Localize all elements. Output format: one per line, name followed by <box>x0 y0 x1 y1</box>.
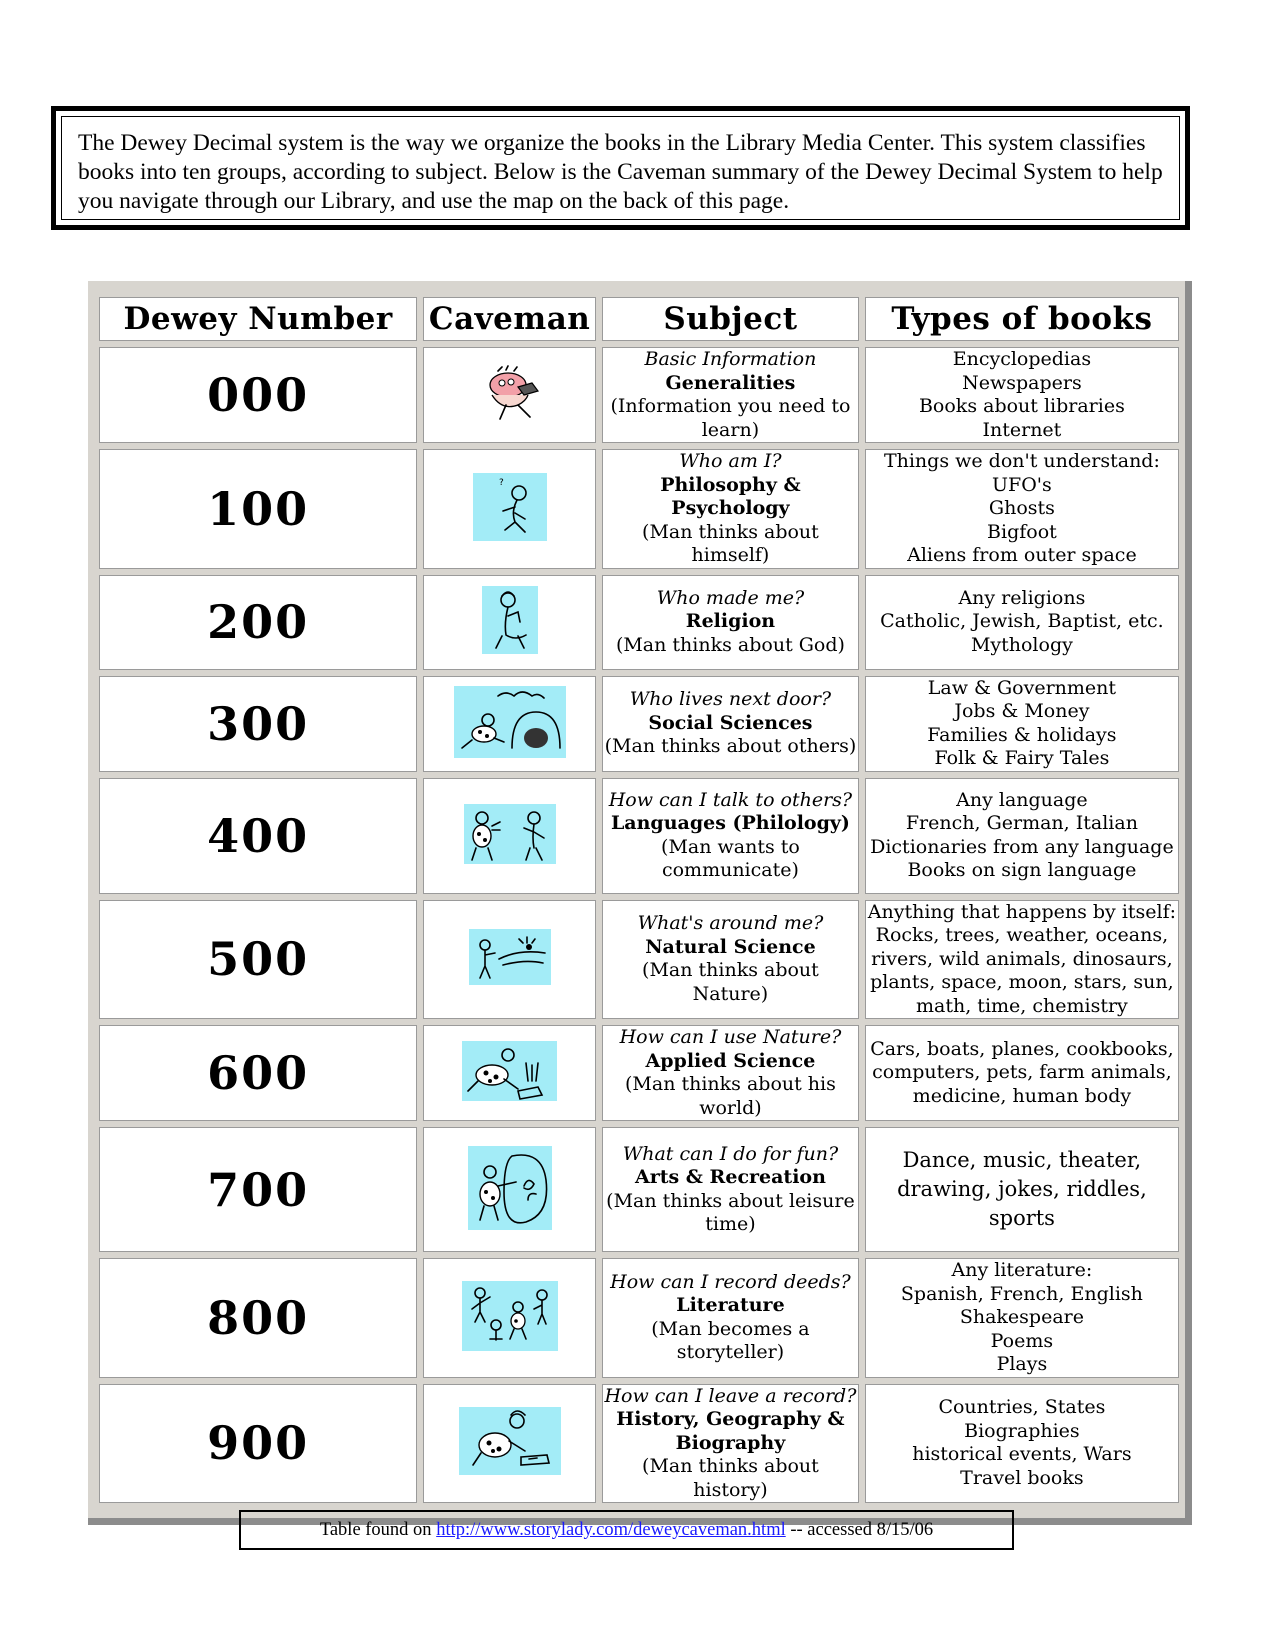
dewey-number: 200 <box>99 575 417 670</box>
subject-cell <box>602 778 859 894</box>
dewey-number: 800 <box>99 1258 417 1378</box>
book-type: Rocks, trees, weather, oceans, <box>875 924 1169 946</box>
table-row <box>99 449 1179 569</box>
caveman-thinking-icon <box>473 473 547 545</box>
table-row <box>99 1384 1179 1504</box>
book-type: math, time, chemistry <box>916 994 1128 1017</box>
book-type: Books about libraries <box>918 395 1125 417</box>
book-type: French, German, Italian <box>905 812 1138 834</box>
footer-prefix: Table found on <box>319 1520 437 1540</box>
book-type: Plays <box>996 1353 1048 1375</box>
caveman-cell <box>423 347 596 443</box>
book-type: Dance, music, theater, <box>902 1148 1142 1172</box>
svg-text:?: ? <box>498 477 504 488</box>
dewey-table <box>93 291 1185 1509</box>
book-type: Mythology <box>970 633 1073 656</box>
caveman-cell <box>423 1025 596 1121</box>
book-type: Internet <box>982 418 1062 441</box>
book-type: Things we don't understand: <box>883 450 1160 472</box>
dewey-number: 700 <box>99 1127 417 1252</box>
cavemen-talking-icon <box>464 804 556 868</box>
subject-cell <box>602 900 859 1020</box>
types-cell <box>865 676 1179 772</box>
book-type: Books on sign language <box>907 859 1137 881</box>
subject-name: History, Geography & Biography <box>616 1408 845 1454</box>
subject-question: How can I use Nature? <box>619 1026 842 1048</box>
types-cell <box>865 347 1179 443</box>
dewey-number: 900 <box>99 1384 417 1504</box>
book-type: Dictionaries from any language <box>870 835 1174 858</box>
caveman-writing-icon <box>459 1407 561 1479</box>
subject-question: How can I record deeds? <box>610 1270 851 1293</box>
dewey-table-frame <box>88 281 1192 1525</box>
subject-name: Languages (Philology) <box>610 812 850 834</box>
book-type: plants, space, moon, stars, sun, <box>870 971 1174 993</box>
book-type: Any language <box>956 788 1088 811</box>
subject-name: Literature <box>676 1294 785 1317</box>
table-row <box>99 575 1179 670</box>
subject-description: (Man thinks about his world) <box>625 1073 836 1119</box>
dewey-number: 400 <box>99 778 417 894</box>
subject-description: (Man thinks about others) <box>604 735 857 758</box>
subject-question: What's around me? <box>637 912 824 935</box>
subject-name: Generalities <box>665 371 796 394</box>
subject-cell <box>602 1127 859 1252</box>
subject-question: Who made me? <box>656 586 805 609</box>
subject-name: Philosophy & Psychology <box>660 473 801 519</box>
caveman-cell <box>423 449 596 569</box>
subject-cell <box>602 1384 859 1504</box>
types-cell <box>865 900 1179 1020</box>
book-type: UFO's <box>992 473 1052 496</box>
types-cell <box>865 575 1179 670</box>
book-type: rivers, wild animals, dinosaurs, <box>871 947 1173 970</box>
subject-name: Social Sciences <box>648 711 813 734</box>
book-type: Travel books <box>960 1466 1084 1489</box>
book-type: Families & holidays <box>927 723 1117 746</box>
book-type: medicine, human body <box>912 1084 1132 1107</box>
table-row <box>99 900 1179 1020</box>
subject-question: Basic Information <box>644 348 817 370</box>
dewey-number: 600 <box>99 1025 417 1121</box>
table-row <box>99 778 1179 894</box>
subject-question: What can I do for fun? <box>622 1142 839 1165</box>
table-header-row <box>99 297 1179 341</box>
types-cell <box>865 1127 1179 1252</box>
subject-question: Who am I? <box>679 450 782 472</box>
table-row <box>99 676 1179 772</box>
subject-description: (Man thinks about history) <box>642 1455 819 1501</box>
subject-cell <box>602 1025 859 1121</box>
header-caveman: Caveman <box>423 297 596 341</box>
subject-name: Religion <box>685 610 776 633</box>
caveman-visiting-cave-icon <box>454 686 566 762</box>
subject-description: (Man thinks about himself) <box>642 520 819 566</box>
types-cell <box>865 449 1179 569</box>
book-type: Law & Government <box>927 676 1117 699</box>
header-types-of-books: Types of books <box>865 297 1179 341</box>
book-type: Folk & Fairy Tales <box>934 747 1110 769</box>
book-type: Any literature: <box>951 1259 1093 1281</box>
types-cell <box>865 778 1179 894</box>
book-type: drawing, jokes, riddles, sports <box>897 1177 1147 1230</box>
subject-cell <box>602 1258 859 1378</box>
caveman-cell <box>423 1127 596 1252</box>
source-link[interactable]: http://www.storylady.com/deweycaveman.html <box>436 1520 786 1540</box>
book-type: computers, pets, farm animals, <box>872 1061 1172 1084</box>
caveman-cell <box>423 1258 596 1378</box>
dewey-number: 300 <box>99 676 417 772</box>
subject-name: Applied Science <box>645 1049 816 1072</box>
book-type: Ghosts <box>988 497 1055 519</box>
dewey-number: 500 <box>99 900 417 1020</box>
dewey-number: 000 <box>99 347 417 443</box>
subject-description: (Man thinks about God) <box>615 633 845 656</box>
caveman-cell <box>423 676 596 772</box>
book-type: Any religions <box>958 586 1086 609</box>
caveman-cooking-icon <box>462 1041 557 1105</box>
subject-question: How can I talk to others? <box>608 788 853 811</box>
table-row <box>99 1127 1179 1252</box>
book-type: Poems <box>990 1329 1054 1352</box>
book-type: Aliens from outer space <box>907 544 1137 566</box>
caveman-cell <box>423 778 596 894</box>
intro-box <box>51 106 1190 230</box>
caveman-reading-icon <box>478 365 542 425</box>
table-row <box>99 1025 1179 1121</box>
source-footer <box>239 1510 1014 1550</box>
book-type: Cars, boats, planes, cookbooks, <box>870 1037 1174 1060</box>
book-type: historical events, Wars <box>912 1443 1132 1466</box>
table-row <box>99 347 1179 443</box>
book-type: Jobs & Money <box>954 700 1090 722</box>
subject-cell <box>602 676 859 772</box>
dewey-number: 100 <box>99 449 417 569</box>
book-type: Biographies <box>964 1419 1080 1442</box>
table-row <box>99 1258 1179 1378</box>
header-subject: Subject <box>602 297 859 341</box>
footer-suffix: -- accessed 8/15/06 <box>785 1520 934 1540</box>
subject-description: (Man thinks about Nature) <box>642 959 819 1005</box>
caveman-praying-icon <box>482 586 538 658</box>
subject-question: How can I leave a record? <box>604 1384 857 1407</box>
subject-question: Who lives next door? <box>629 688 832 711</box>
book-type: Anything that happens by itself: <box>867 900 1177 923</box>
caveman-painting-icon <box>468 1146 552 1234</box>
types-cell <box>865 1384 1179 1504</box>
subject-description: (Man thinks about leisure time) <box>606 1189 855 1235</box>
book-type: Shakespeare <box>959 1306 1084 1328</box>
subject-cell <box>602 575 859 670</box>
book-type: Spanish, French, English <box>900 1282 1143 1305</box>
subject-description: (Man wants to communicate) <box>661 835 800 881</box>
caveman-cell <box>423 575 596 670</box>
book-type: Bigfoot <box>987 520 1057 543</box>
header-dewey-number: Dewey Number <box>99 297 417 341</box>
types-cell <box>865 1025 1179 1121</box>
caveman-cell <box>423 1384 596 1504</box>
book-type: Countries, States <box>938 1396 1106 1419</box>
types-cell <box>865 1258 1179 1378</box>
subject-cell <box>602 347 859 443</box>
caveman-cell <box>423 900 596 1020</box>
book-type: Catholic, Jewish, Baptist, etc. <box>880 610 1164 633</box>
cavemen-storytelling-icon <box>462 1281 558 1355</box>
book-type: Newspapers <box>962 371 1082 394</box>
caveman-observing-nature-icon <box>469 929 551 989</box>
subject-name: Natural Science <box>645 935 816 958</box>
intro-text: The Dewey Decimal system is the way we organize the books in the Library Media Center. This system classifies books into ten groups, according to subject. Below is the Caveman summary of the Dewey Decimal System to help you navigate through our Library, and use the map on the back of this page. <box>61 116 1180 220</box>
subject-description: (Man becomes a storyteller) <box>651 1317 810 1364</box>
book-type: Encyclopedias <box>952 348 1092 370</box>
subject-cell <box>602 449 859 569</box>
subject-name: Arts & Recreation <box>634 1166 826 1188</box>
subject-description: (Information you need to learn) <box>610 395 851 441</box>
